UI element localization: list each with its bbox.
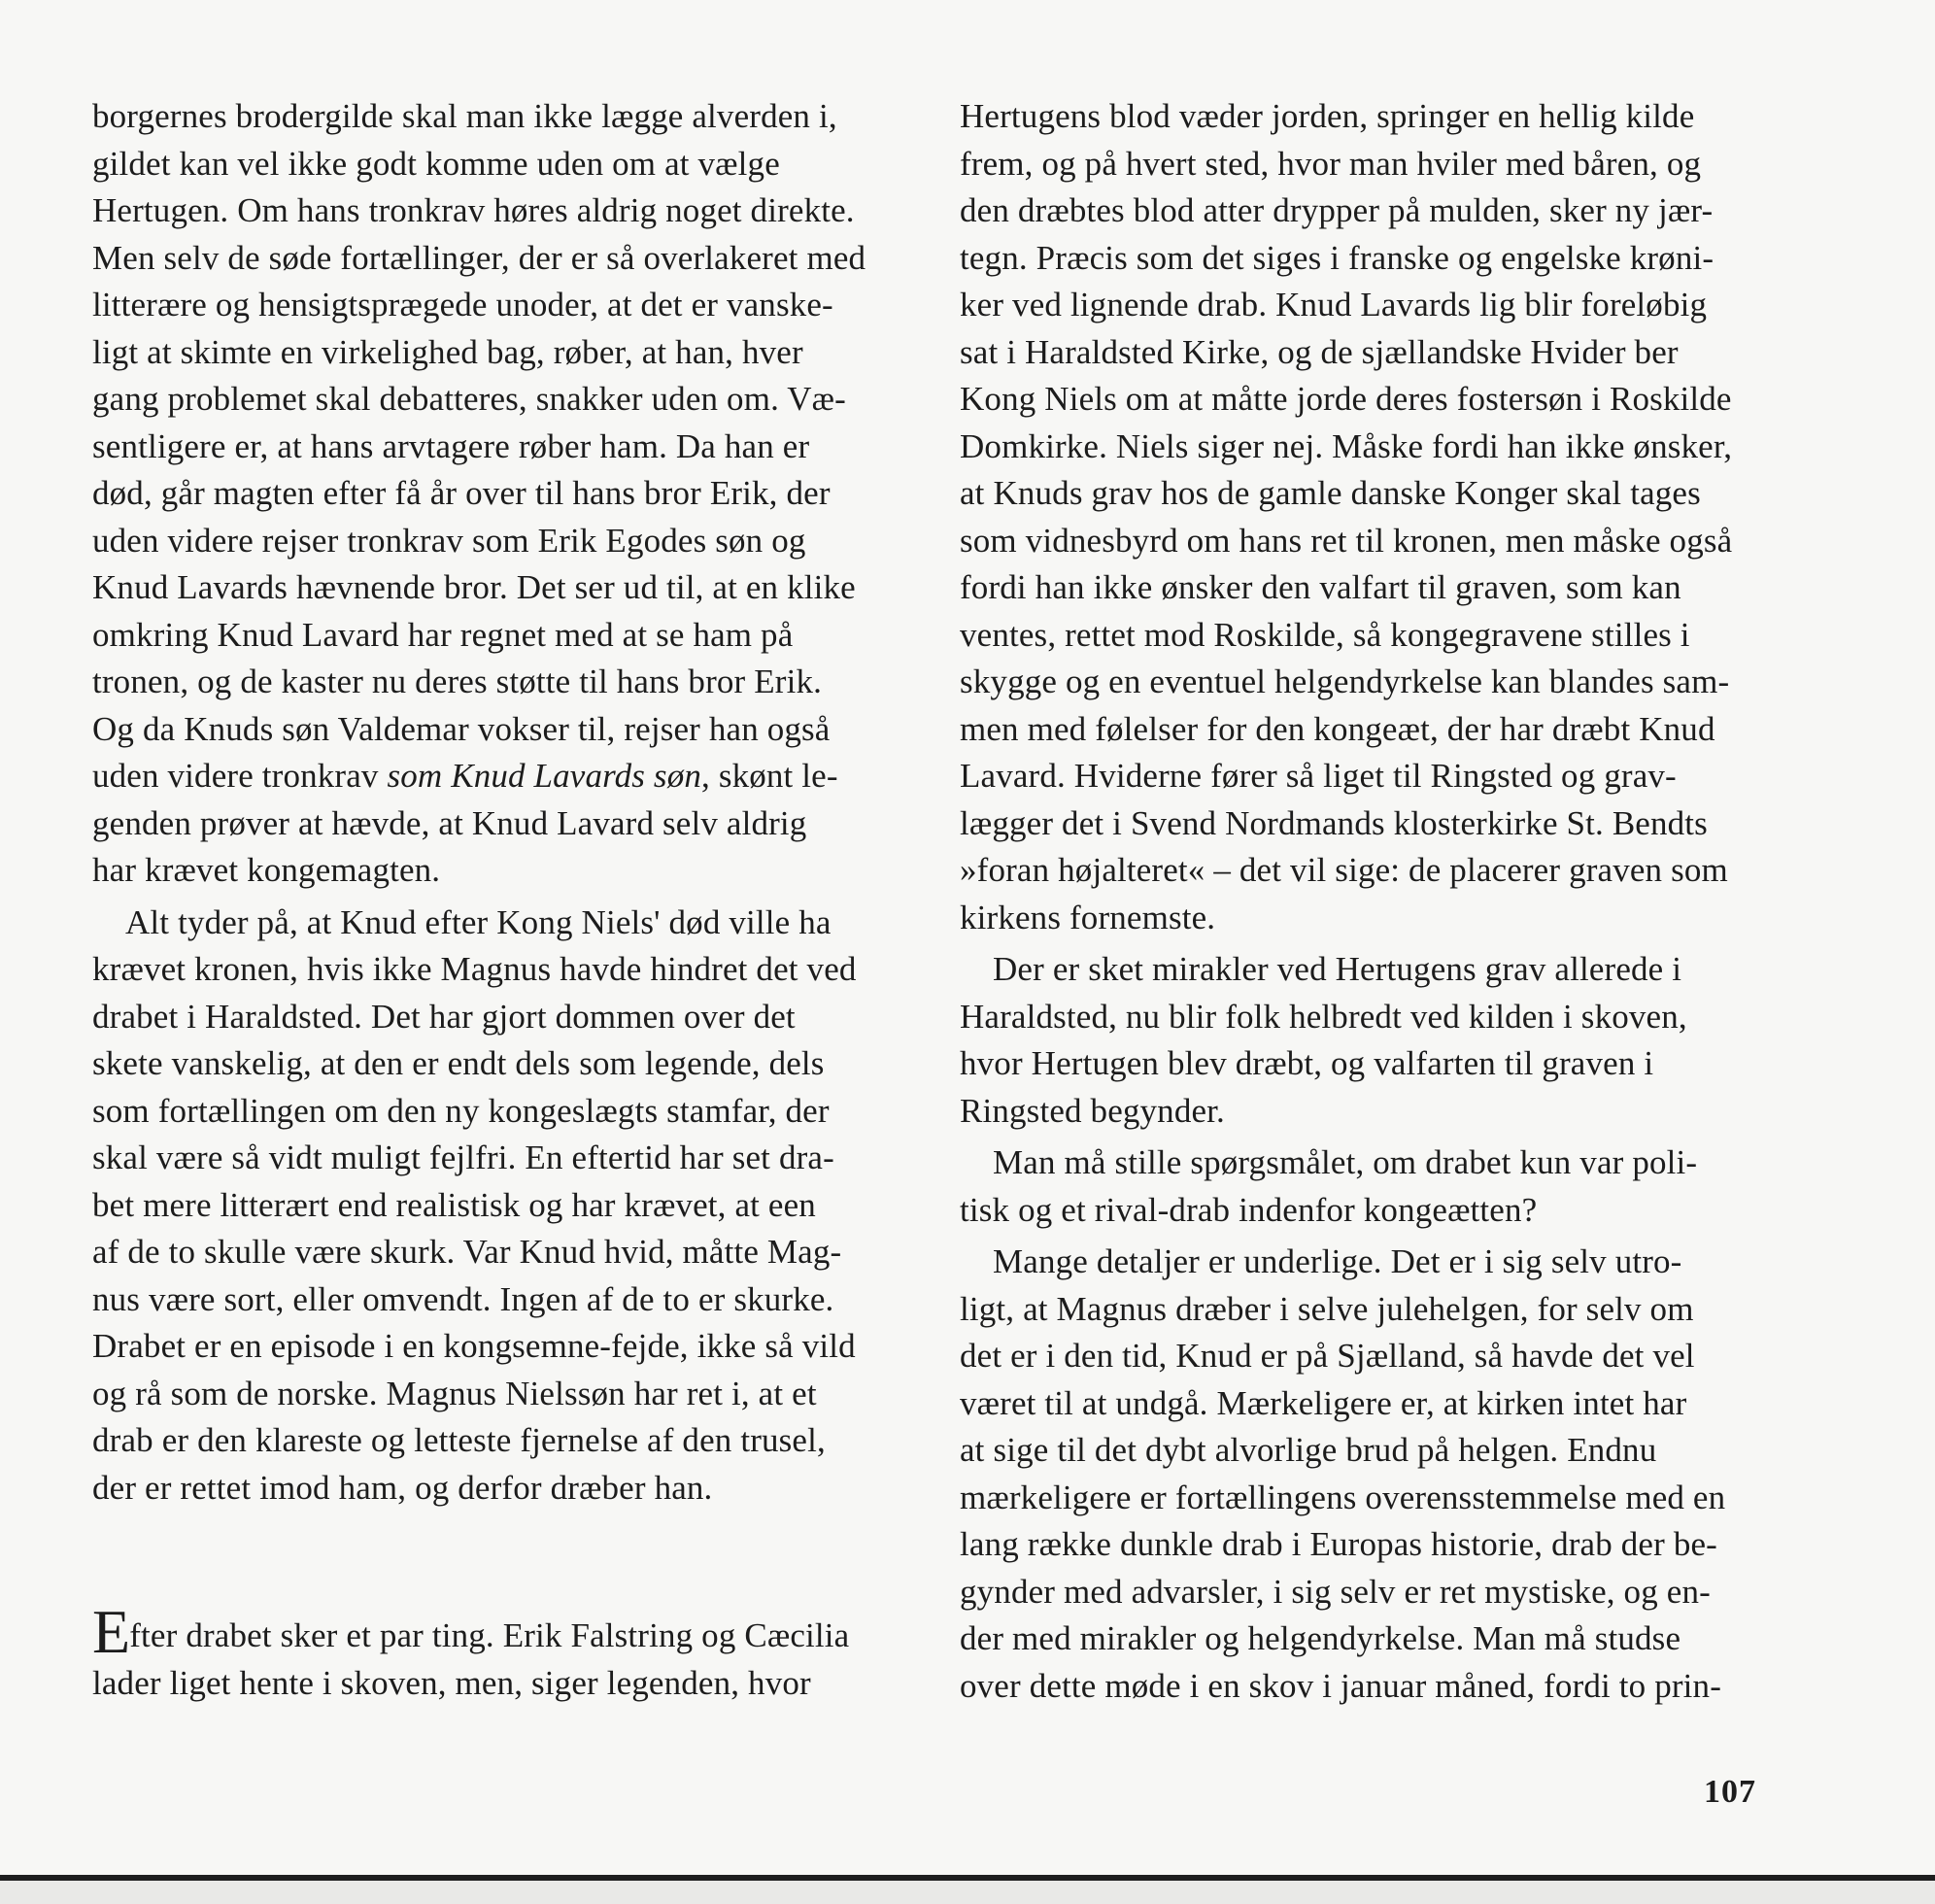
text-line: Alt tyder på, at Knud efter Kong Niels' død ville ha [125,902,832,941]
text-line: gang problemet skal debatteres, snakker uden om. Væ- [92,380,846,418]
right-column [960,93,1795,1710]
section-paragraph [92,1597,928,1707]
text-line: Domkirke. Niels siger nej. Måske fordi han ikke ønsker, [960,426,1733,465]
text-segment: , skønt le- [701,757,838,795]
paragraph [92,93,928,895]
text-line: at sige til det dybt alvorlige brud på helgen. Endnu [960,1431,1657,1469]
text-line-with-italic [92,753,928,800]
text-line: frem, og på hvert sted, hvor man hviler med båren, og [960,144,1702,183]
paragraph [960,1139,1795,1234]
text-line: omkring Knud Lavard har regnet med at se ham på [92,615,794,654]
text-line: Der er sket mirakler ved Hertugens grav allerede i [993,950,1682,988]
text-line: som fortællingen om den ny kongeslægts stamfar, der [92,1091,830,1130]
text-line: Lavard. Hviderne fører så liget til Ringsted og grav- [960,757,1677,795]
text-line: der med mirakler og helgendyrkelse. Man må studse [960,1619,1681,1657]
text-line: Mange detaljer er underlige. Det er i sig selv utro- [993,1242,1682,1280]
text-line: den dræbtes blod atter drypper på mulden, sker ny jær- [960,191,1714,229]
text-line: som vidnesbyrd om hans ret til kronen, men måske også [960,521,1733,560]
text-line: men med følelser for den kongeæt, der har dræbt Knud [960,709,1715,748]
text-line: lang række dunkle drab i Europas historie, drab der be- [960,1525,1717,1563]
paragraph [960,946,1795,1135]
text-line: lægger det i Svend Nordmands klosterkirke St. Bendts [960,803,1708,842]
text-line: gynder med advarsler, i sig selv er ret mystiske, og en- [960,1572,1711,1611]
text-line: tisk og et rival-drab indenfor kongeætten? [960,1190,1538,1229]
text-line: Drabet er en episode i en kongsemne-fejde, ikke så vild [92,1327,856,1365]
text-line: sentligere er, at hans arvtagere røber ham. Da han er [92,426,810,465]
text-line: der er rettet imod ham, og derfor dræber han. [92,1468,713,1507]
text-line: tegn. Præcis som det siges i franske og engelske krøni- [960,238,1714,277]
text-line: litterære og hensigtsprægede unoder, at det er vanske- [92,286,833,323]
section-break [92,1512,928,1613]
text-line: været til at undgå. Mærkeligere er, at kirken intet har [960,1383,1687,1422]
text-line: drabet i Haraldsted. Det har gjort dommen over det [92,997,796,1036]
text-line: mærkeligere er fortællingens overensstemmelse med en [960,1478,1726,1516]
paragraph [960,93,1795,941]
text-line: uden videre rejser tronkrav som Erik Egodes søn og [92,521,806,560]
text-line: over dette møde i en skov i januar måned, fordi to prin- [960,1666,1722,1705]
text-line: sat i Haraldsted Kirke, og de sjællandske Hvider ber [960,332,1679,371]
text-line: Knud Lavards hævnende bror. Det ser ud til, at en klike [92,568,856,606]
text-line: har krævet kongemagten. [92,851,441,889]
text-line: og rå som de norske. Magnus Nielssøn har ret i, at et [92,1374,817,1412]
text-line: Og da Knuds søn Valdemar vokser til, rejser han også [92,709,831,748]
paragraph [92,900,928,1513]
left-column [92,93,928,1707]
text-line-with-dropcap [92,1597,928,1666]
text-line: tronen, og de kaster nu deres støtte til hans bror Erik. [92,663,822,700]
text-line: Kong Niels om at måtte jorde deres fostersøn i Roskilde [960,380,1732,418]
text-line: ker ved lignende drab. Knud Lavards lig blir foreløbig [960,286,1708,323]
text-line: ligt at skimte en virkelighed bag, røber, at han, hver [92,332,803,371]
text-line: Hertugen. Om hans tronkrav høres aldrig noget direkte. [92,191,855,229]
text-line: Men selv de søde fortællinger, der er så overlakeret med [92,238,866,277]
text-line: Hertugens blod væder jorden, springer en hellig kilde [960,97,1695,135]
text-line: »foran højalteret« – det vil sige: de placerer graven som [960,851,1728,889]
text-line: borgernes brodergilde skal man ikke lægge alverden i, [92,97,837,135]
text-line: bet mere litterært end realistisk og har krævet, at een [92,1185,816,1224]
text-line: hvor Hertugen blev dræbt, og valfarten til graven i [960,1044,1654,1082]
text-line: gildet kan vel ikke godt komme uden om at vælge [92,144,780,183]
italic-phrase: som Knud Lavards søn [387,757,702,795]
text-line: ventes, rettet mod Roskilde, så kongegravene stilles i [960,615,1690,654]
text-line: genden prøver at hævde, at Knud Lavard selv aldrig [92,803,807,842]
page-number: 107 [1704,1774,1756,1810]
text-line: skygge og en eventuel helgendyrkelse kan blandes sam- [960,663,1730,700]
drop-cap: E [92,1597,131,1666]
text-line: det er i den tid, Knud er på Sjælland, så havde det vel [960,1337,1695,1375]
page-bottom-shadow [0,1881,1935,1904]
text-line: at Knuds grav hos de gamle danske Konger skal tages [960,474,1701,512]
text-line: skal være så vidt muligt fejlfri. En eftertid har set dra- [92,1139,834,1176]
text-line: drab er den klareste og letteste fjernelse af den trusel, [92,1421,826,1459]
text-line: lader liget hente i skoven, men, siger legenden, hvor [92,1663,811,1702]
text-line: kirkens fornemste. [960,898,1216,936]
text-line: af de to skulle være skurk. Var Knud hvid, måtte Mag- [92,1233,842,1271]
text-line: nus være sort, eller omvendt. Ingen af de to er skurke. [92,1279,834,1318]
text-line: skete vanskelig, at den er endt dels som legende, dels [92,1044,825,1082]
text-segment: fter drabet sker et par ting. Erik Falstring og Cæcilia [129,1616,850,1654]
text-line: Man må stille spørgsmålet, om drabet kun var poli- [993,1143,1698,1181]
text-line: Haraldsted, nu blir folk helbredt ved kilden i skoven, [960,997,1687,1036]
text-line: fordi han ikke ønsker den valfart til graven, som kan [960,568,1681,606]
text-line: død, går magten efter få år over til hans bror Erik, der [92,474,831,512]
paragraph [960,1239,1795,1710]
text-line: krævet kronen, hvis ikke Magnus havde hindret det ved [92,950,857,988]
text-line: ligt, at Magnus dræber i selve julehelgen, for selv om [960,1289,1694,1328]
text-segment: uden videre tronkrav [92,757,388,795]
text-line: Ringsted begynder. [960,1091,1225,1130]
